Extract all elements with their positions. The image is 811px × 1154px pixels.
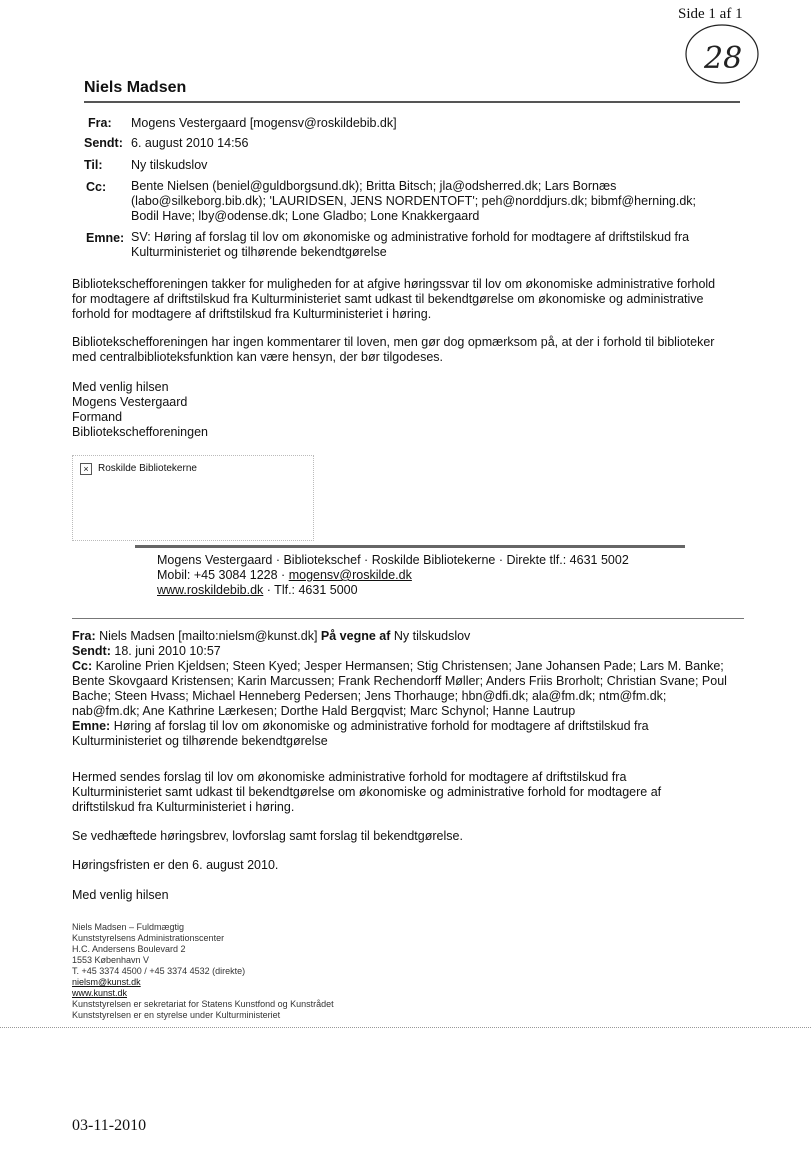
from-value: Mogens Vestergaard [mogensv@roskildebib.dk] — [131, 116, 397, 130]
subject-label: Emne: — [86, 231, 125, 245]
page-bottom-divider — [0, 1027, 811, 1028]
fwd-sent-label: Sendt: — [72, 644, 111, 658]
footer-line: Niels Madsen – Fuldmægtig — [72, 922, 185, 932]
subject-value — [131, 230, 689, 260]
footer-email-link[interactable]: nielsm@kunst.dk — [72, 977, 141, 987]
text-line: Kulturministeriet samt udkast til bekendtgørelse om økonomiske og administrative forhold for modtagere af — [72, 785, 662, 799]
footer-line: Kunststyrelsen er en styrelse under Kulturministeriet — [72, 1010, 281, 1020]
signoff-line: Mogens Vestergaard — [72, 395, 188, 409]
sent-label: Sendt: — [84, 136, 123, 150]
signoff-line: Bibliotekschefforeningen — [72, 425, 208, 439]
sender-name-heading: Niels Madsen — [84, 79, 187, 96]
fwd-behalf-label: På vegne af — [320, 629, 391, 643]
cc-label: Cc: — [86, 180, 107, 194]
fwd-cc-line: Bente Skovgaard Kristensen; Karin Marcussen; Frank Rechendorff Møller; Anders Friis Brorholt; Christian Svane; Poul — [72, 674, 727, 688]
cc-line: Bente Nielsen (beniel@guldborgsund.dk); Britta Bitsch; jla@odsherred.dk; Lars Bornæs — [131, 179, 617, 193]
to-label: Til: — [84, 158, 103, 172]
fwd-subject-line: Høring af forslag til lov om økonomiske og administrative forhold for modtagere af driftstilskud fra — [113, 719, 649, 733]
signature-block — [157, 553, 629, 598]
text-line: for modtagere af driftstilskud fra Kulturministeriet samt udkast til bekendtgørelse om økonomiske og administrative — [72, 292, 704, 306]
print-date: 03-11-2010 — [72, 1117, 147, 1134]
footer-line: 1553 København V — [72, 955, 150, 965]
signoff-line: Med venlig hilsen — [72, 380, 169, 394]
fwd-cc-line: nab@fm.dk; Ane Kathrine Lærkesen; Dorthe Hald Bergqvist; Marc Schynol; Hanne Lautrup — [72, 704, 576, 718]
text-line: forhold for modtagere af driftstilskud fra Kulturministeriet i høring. — [72, 307, 432, 321]
text-line: driftstilskud fra Kulturministeriet i høring. — [72, 800, 295, 814]
text-line: Bibliotekschefforeningen takker for muligheden for at afgive høringssvar til lov om økonomiske administrative forhold — [72, 277, 716, 291]
signature-phone: · Tlf.: 4631 5000 — [263, 583, 358, 597]
fwd-sent-value: 18. juni 2010 10:57 — [114, 644, 221, 658]
subject-line: SV: Høring af forslag til lov om økonomiske og administrative forhold for modtagere af driftstilskud fra — [131, 230, 690, 244]
handwritten-circle-mark — [682, 18, 762, 86]
forwarded-signoff: Med venlig hilsen — [72, 888, 169, 902]
footer-line: Kunststyrelsen er sekretariat for Statens Kunstfond og Kunstrådet — [72, 999, 334, 1009]
header-divider — [84, 101, 740, 103]
fwd-behalf-value: Ny tilskudslov — [393, 629, 471, 643]
forwarded-subject — [72, 719, 792, 734]
svg-text:28: 28 — [704, 41, 743, 76]
signature-line — [157, 583, 629, 598]
fwd-cc-label: Cc: — [72, 659, 93, 673]
fwd-subject-label: Emne: — [72, 719, 111, 733]
text-line: Hermed sendes forslag til lov om økonomiske administrative forhold for modtagere af driftstilskud fra — [72, 770, 627, 784]
broken-image-icon: × — [80, 463, 92, 475]
fwd-subject-line: Kulturministeriet og tilhørende bekendtgørelse — [72, 734, 328, 748]
signature-email-link[interactable]: mogensv@roskilde.dk — [288, 568, 412, 582]
signature-mobile: Mobil: +45 3084 1228 · — [157, 568, 289, 582]
cc-line: (labo@silkeborg.bib.dk); 'LAURIDSEN, JENS NORDENTOFT'; peh@norddjurs.dk; bibmf@herning.dk; — [131, 194, 697, 208]
forwarded-paragraph-1 — [72, 770, 792, 815]
signoff-line: Formand — [72, 410, 123, 424]
fwd-from-value: Niels Madsen [mailto:nielsm@kunst.dk] — [99, 629, 318, 643]
fwd-cc-line: Bache; Steen Hvass; Michael Henneberg Pedersen; Jens Thorhauge; hbn@dfi.dk; ala@fm.dk; ntm@fm.dk; — [72, 689, 667, 703]
signature-line — [157, 568, 629, 583]
logo-image-placeholder — [72, 455, 314, 541]
forwarded-cc — [72, 659, 792, 674]
forward-divider — [72, 618, 744, 619]
fwd-cc-line: Karoline Prien Kjeldsen; Steen Kyed; Jesper Hermansen; Stig Christensen; Jane Johansen Pade; Lars M. Banke; — [95, 659, 724, 673]
subject-line: Kulturministeriet og tilhørende bekendtgørelse — [131, 245, 387, 259]
forwarded-from-line — [72, 629, 792, 644]
signature-bar — [135, 545, 685, 548]
forwarded-footer — [72, 922, 334, 1021]
text-line: Bibliotekschefforeningen har ingen kommentarer til loven, men gør dog opmærksom på, at der i forhold til biblioteker — [72, 335, 715, 349]
cc-line: Bodil Have; lby@odense.dk; Lone Gladbo; Lone Knakkergaard — [131, 209, 480, 223]
from-label: Fra: — [88, 116, 112, 130]
page-number: Side 1 af 1 — [678, 6, 743, 22]
forwarded-header — [72, 629, 792, 749]
signoff-block — [72, 380, 208, 440]
forwarded-paragraph-3: Høringsfristen er den 6. august 2010. — [72, 858, 279, 872]
logo-alt-text: Roskilde Bibliotekerne — [98, 463, 197, 474]
cc-value — [131, 179, 696, 224]
to-value: Ny tilskudslov — [131, 158, 208, 172]
body-paragraph-1 — [72, 277, 772, 322]
forwarded-paragraph-2: Se vedhæftede høringsbrev, lovforslag samt forslag til bekendtgørelse. — [72, 829, 463, 843]
signature-line: Mogens Vestergaard · Bibliotekschef · Roskilde Bibliotekerne · Direkte tlf.: 4631 5002 — [157, 553, 629, 567]
footer-website-link[interactable]: www.kunst.dk — [72, 988, 128, 998]
text-line: med centralbiblioteksfunktion kan være hensyn, der bør tilgodeses. — [72, 350, 444, 364]
sent-value: 6. august 2010 14:56 — [131, 136, 249, 150]
footer-line: H.C. Andersens Boulevard 2 — [72, 944, 186, 954]
fwd-from-label: Fra: — [72, 629, 96, 643]
forwarded-sent-line — [72, 644, 792, 659]
footer-line: T. +45 3374 4500 / +45 3374 4532 (direkte) — [72, 966, 246, 976]
signature-website-link[interactable]: www.roskildebib.dk — [157, 583, 264, 597]
body-paragraph-2 — [72, 335, 772, 365]
footer-line: Kunststyrelsens Administrationscenter — [72, 933, 225, 943]
